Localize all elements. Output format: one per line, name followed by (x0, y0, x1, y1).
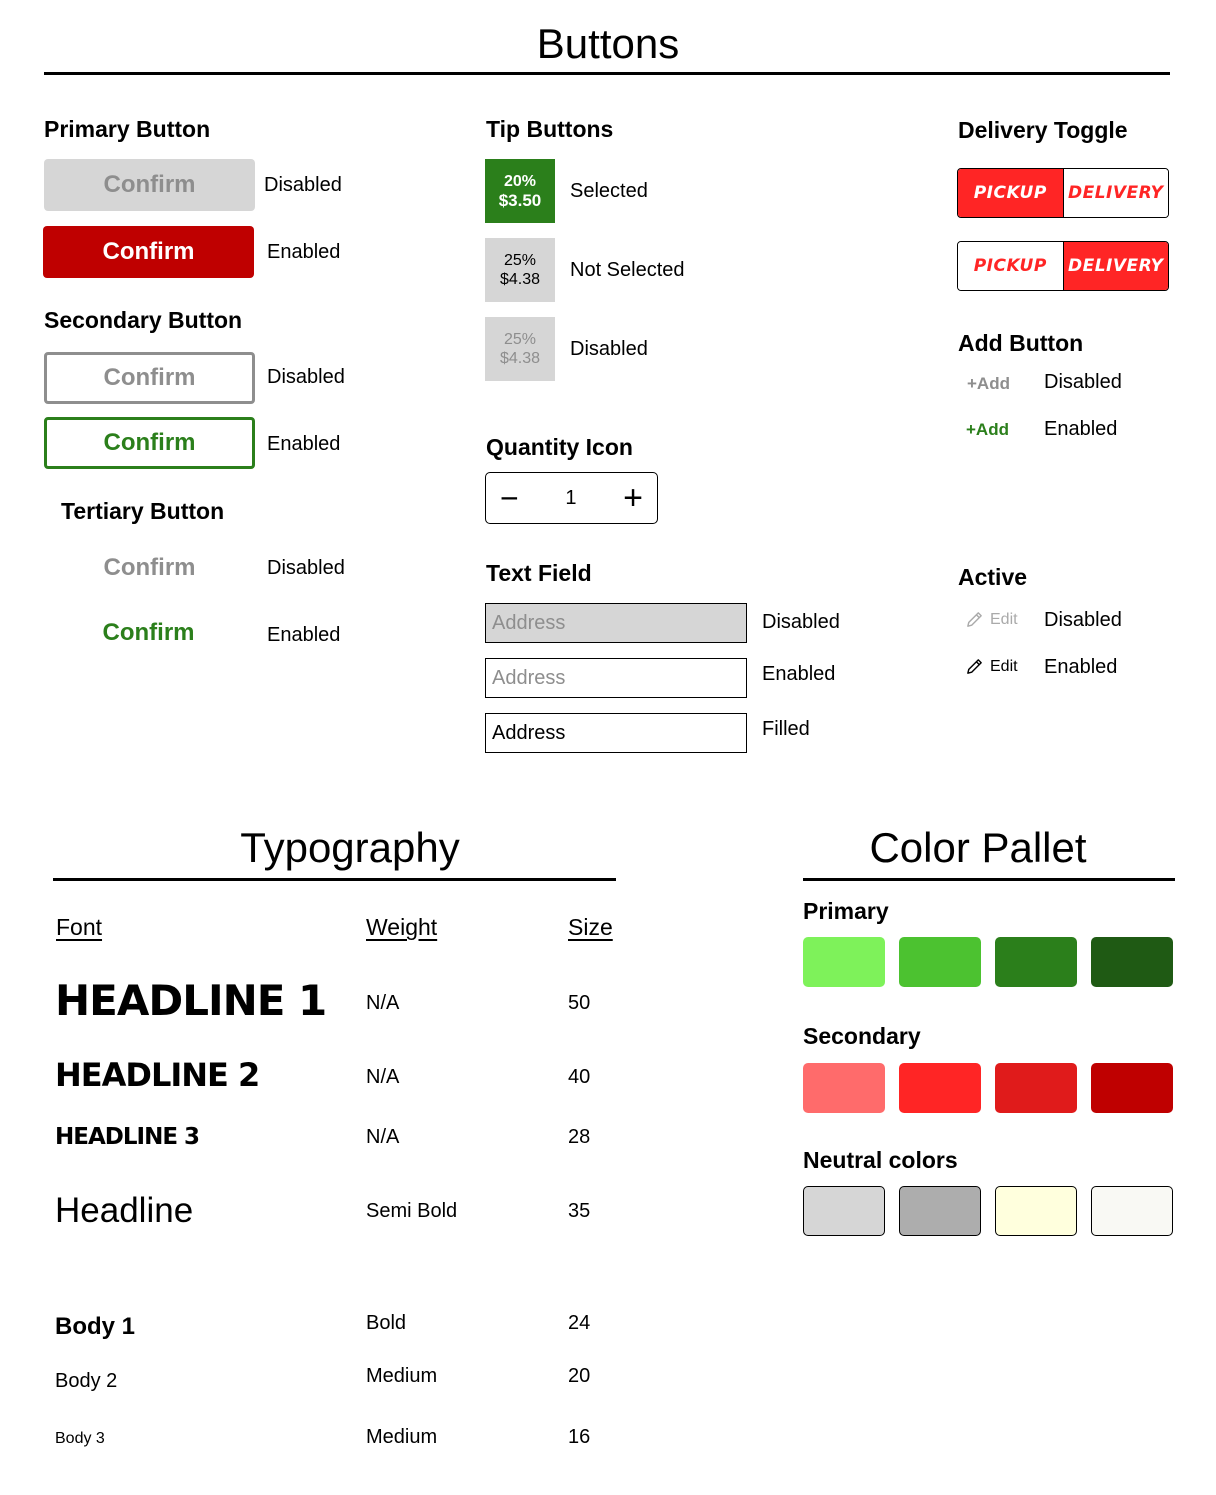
state-label: Disabled (264, 174, 342, 196)
primary-button-heading: Primary Button (44, 116, 211, 142)
address-field-enabled[interactable]: Address (485, 658, 747, 698)
primary-swatch (1091, 937, 1173, 987)
typography-divider (53, 878, 616, 881)
quantity-value: 1 (565, 486, 577, 509)
column-header-weight: Weight (366, 914, 438, 940)
column-header-size: Size (568, 914, 613, 940)
state-label: Disabled (267, 366, 345, 388)
weight-value: N/A (366, 1066, 400, 1088)
pencil-icon (965, 610, 984, 629)
primary-button-enabled[interactable]: Confirm (43, 226, 254, 278)
text-field-heading: Text Field (486, 560, 592, 586)
add-button-disabled[interactable]: +Add (967, 374, 1010, 393)
add-button-heading: Add Button (958, 330, 1084, 356)
color-pallet-title: Color Pallet (869, 824, 1087, 871)
state-label: Selected (570, 180, 648, 202)
neutral-swatch (995, 1186, 1077, 1236)
weight-value: Medium (366, 1426, 438, 1448)
pickup-option[interactable]: PICKUP (958, 242, 1063, 290)
delivery-toggle-heading: Delivery Toggle (958, 117, 1128, 143)
address-field-filled[interactable]: Address (485, 713, 747, 753)
secondary-button-enabled[interactable]: Confirm (44, 417, 255, 469)
tip-percent: 25% (503, 252, 537, 269)
tip-amount: $4.38 (499, 350, 541, 367)
quantity-heading: Quantity Icon (486, 434, 633, 460)
active-heading: Active (958, 564, 1028, 590)
plus-icon[interactable]: + (623, 479, 643, 517)
primary-button-disabled[interactable]: Confirm (44, 159, 255, 211)
state-label: Disabled (570, 338, 648, 360)
state-label: Enabled (267, 624, 341, 646)
state-label: Enabled (1044, 656, 1118, 678)
color-pallet-divider (803, 878, 1175, 881)
tertiary-button-disabled[interactable]: Confirm (103, 554, 196, 581)
tip-percent: 25% (503, 331, 537, 348)
state-label: Enabled (762, 663, 836, 685)
tip-button-disabled[interactable] (485, 317, 555, 381)
body-3-sample: Body 3 (55, 1430, 105, 1447)
edit-label: Edit (990, 610, 1018, 628)
headline-sample: Headline (55, 1191, 194, 1230)
secondary-swatch (803, 1063, 885, 1113)
size-value: 40 (568, 1066, 591, 1088)
add-button-enabled[interactable]: +Add (966, 420, 1009, 439)
state-label: Enabled (267, 241, 341, 263)
weight-value: Medium (366, 1365, 438, 1387)
size-value: 35 (568, 1200, 591, 1222)
secondary-colors-heading: Secondary (803, 1023, 921, 1049)
state-label: Disabled (762, 611, 840, 633)
body-1-sample: Body 1 (55, 1313, 136, 1340)
address-field-disabled[interactable]: Address (485, 603, 747, 643)
pencil-icon (965, 657, 984, 676)
tip-percent: 20% (503, 173, 537, 190)
delivery-option[interactable]: DELIVERY (1063, 169, 1169, 217)
delivery-toggle-delivery[interactable] (957, 241, 1169, 291)
primary-swatch (803, 937, 885, 987)
headline-3-sample: HEADLINE 3 (55, 1124, 200, 1150)
buttons-title: Buttons (536, 20, 680, 67)
state-label: Disabled (267, 557, 345, 579)
secondary-swatch (995, 1063, 1077, 1113)
tertiary-button-enabled[interactable]: Confirm (102, 619, 195, 646)
edit-label: Edit (990, 657, 1018, 675)
secondary-swatch (899, 1063, 981, 1113)
primary-colors-heading: Primary (803, 898, 889, 924)
body-2-sample: Body 2 (55, 1370, 118, 1392)
tip-buttons-heading: Tip Buttons (486, 116, 614, 142)
neutral-swatch (1091, 1186, 1173, 1236)
delivery-toggle-pickup[interactable] (957, 168, 1169, 218)
secondary-button-disabled[interactable]: Confirm (44, 352, 255, 404)
secondary-button-heading: Secondary Button (44, 307, 243, 333)
tip-button-not-selected[interactable] (485, 238, 555, 302)
primary-swatch (899, 937, 981, 987)
delivery-option[interactable]: DELIVERY (1063, 242, 1169, 290)
size-value: 16 (568, 1426, 591, 1448)
size-value: 28 (568, 1126, 591, 1148)
primary-swatch (995, 937, 1077, 987)
neutral-swatch (803, 1186, 885, 1236)
buttons-divider (44, 72, 1170, 75)
size-value: 50 (568, 992, 591, 1014)
column-header-font: Font (56, 914, 103, 940)
state-label: Disabled (1044, 609, 1122, 631)
tip-amount: $4.38 (499, 271, 541, 288)
size-value: 20 (568, 1365, 591, 1387)
neutral-colors-heading: Neutral colors (803, 1147, 958, 1173)
state-label: Enabled (267, 433, 341, 455)
headline-1-sample: HEADLINE 1 (55, 976, 327, 1025)
state-label: Not Selected (570, 259, 685, 281)
weight-value: Bold (366, 1312, 407, 1334)
edit-button-disabled[interactable] (965, 610, 1018, 629)
tip-amount: $3.50 (498, 191, 542, 210)
typography-title: Typography (240, 824, 460, 871)
headline-2-sample: HEADLINE 2 (55, 1056, 260, 1094)
state-label: Enabled (1044, 418, 1118, 440)
weight-value: Semi Bold (366, 1200, 458, 1222)
secondary-swatch (1091, 1063, 1173, 1113)
neutral-swatch (899, 1186, 981, 1236)
state-label: Filled (762, 718, 810, 740)
tertiary-button-heading: Tertiary Button (61, 498, 225, 524)
edit-button-enabled[interactable] (965, 657, 1018, 676)
tip-button-selected[interactable] (485, 159, 555, 223)
quantity-stepper[interactable] (485, 472, 658, 524)
weight-value: N/A (366, 1126, 400, 1148)
size-value: 24 (568, 1312, 591, 1334)
state-label: Disabled (1044, 371, 1122, 393)
minus-icon[interactable]: − (500, 480, 519, 516)
weight-value: N/A (366, 992, 400, 1014)
pickup-option[interactable]: PICKUP (958, 169, 1063, 217)
